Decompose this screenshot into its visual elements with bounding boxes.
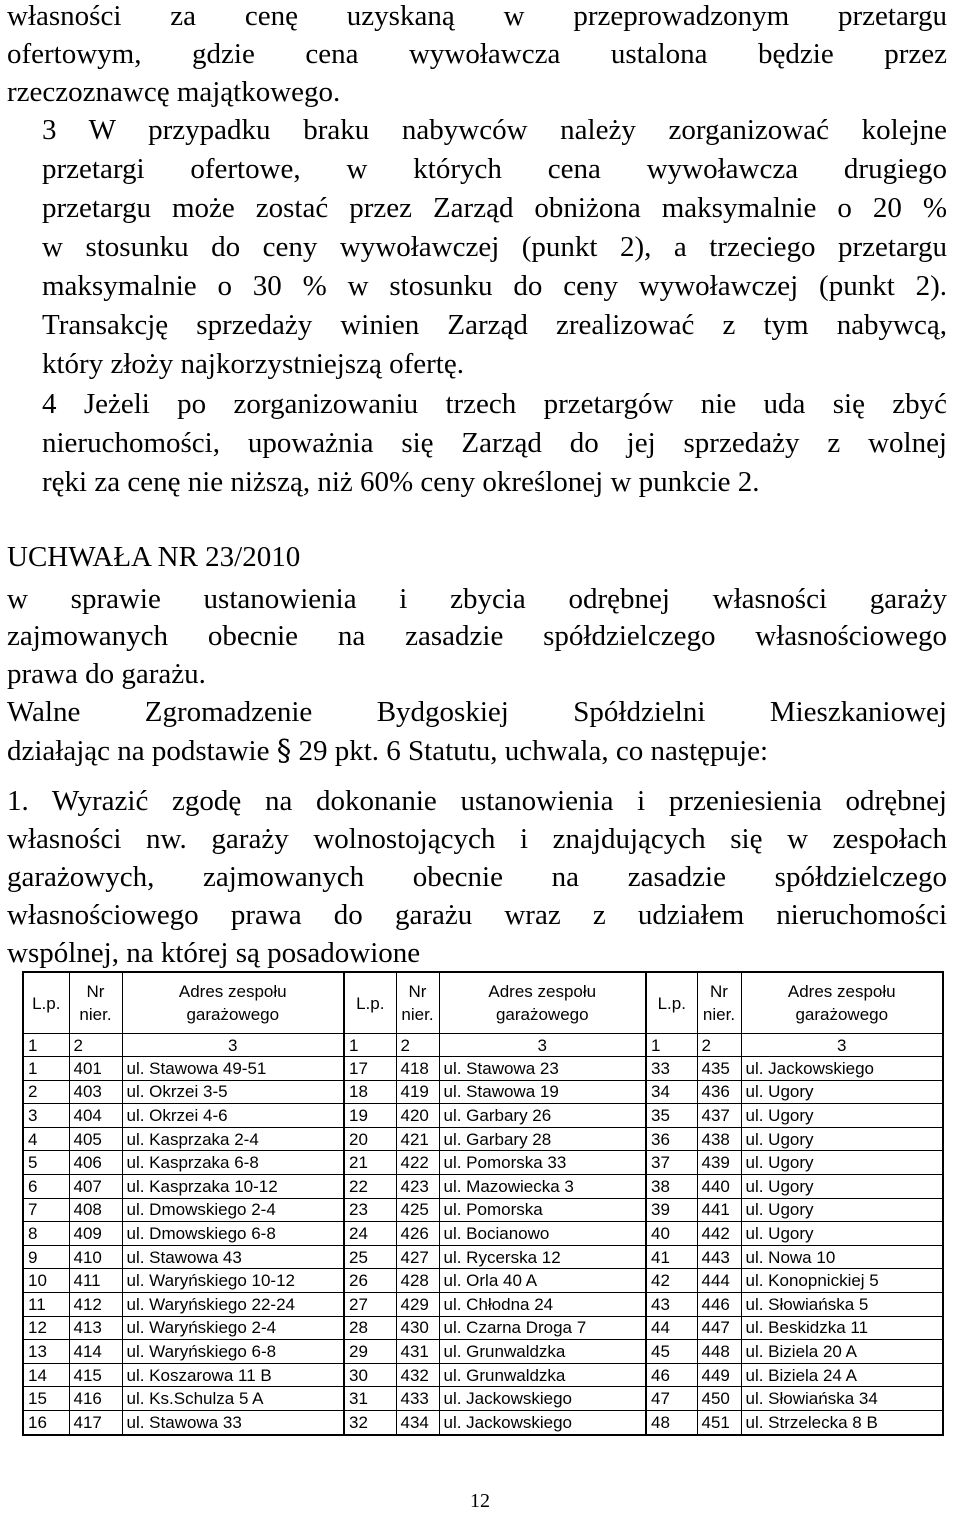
- table-cell: 22: [344, 1174, 396, 1198]
- header-lp: L.p.: [646, 972, 697, 1034]
- table-row: [23, 1174, 943, 1198]
- text-run: 29 pkt. 6 Statutu, uchwala, co następuje:: [298, 735, 769, 767]
- page-number: 12: [470, 1490, 490, 1512]
- table-cell: ul. Jackowskiego: [439, 1410, 646, 1434]
- table-cell: 47: [646, 1387, 697, 1411]
- text-line: przetargu może zostać przez Zarząd obniżona maksymalnie o 20 %: [42, 192, 947, 224]
- table-cell: 446: [697, 1292, 741, 1316]
- table-row: [23, 1363, 943, 1387]
- table-cell: 30: [344, 1363, 396, 1387]
- table-row: [23, 1316, 943, 1340]
- table-cell: 420: [396, 1104, 439, 1128]
- table-row: [23, 1245, 943, 1269]
- table-cell: 417: [69, 1410, 122, 1434]
- table-cell: 403: [69, 1080, 122, 1104]
- table-cell: 409: [69, 1222, 122, 1246]
- table-row: [23, 1057, 943, 1081]
- table-cell: 17: [344, 1057, 396, 1081]
- resolution-title: UCHWAŁA NR 23/2010: [7, 541, 301, 573]
- table-cell: ul. Mazowiecka 3: [439, 1174, 646, 1198]
- table-cell: 412: [69, 1292, 122, 1316]
- table-cell: 410: [69, 1245, 122, 1269]
- table-cell: ul. Ugory: [741, 1104, 943, 1128]
- table-header-row: [23, 972, 943, 1034]
- text-line: Walne Zgromadzenie Bydgoskiej Spółdzielni Mieszkaniowej: [7, 696, 947, 728]
- garage-table: [22, 971, 944, 1436]
- table-cell: 427: [396, 1245, 439, 1269]
- table-cell: ul. Grunwaldzka: [439, 1340, 646, 1364]
- header-address: Adres zespołu garażowego: [122, 972, 344, 1034]
- text-line: zajmowanych obecnie na zasadzie spółdzielczego własnościowego: [7, 620, 947, 652]
- table-cell: ul. Stawowa 23: [439, 1057, 646, 1081]
- table-cell: ul. Pomorska 33: [439, 1151, 646, 1175]
- table-cell: 24: [344, 1222, 396, 1246]
- table-cell: 45: [646, 1340, 697, 1364]
- table-cell: ul. Orla 40 A: [439, 1269, 646, 1293]
- table-row: [23, 1340, 943, 1364]
- table-cell: ul. Ugory: [741, 1151, 943, 1175]
- table-cell: ul. Waryńskiego 6-8: [122, 1340, 344, 1364]
- table-cell: 433: [396, 1387, 439, 1411]
- table-cell: 34: [646, 1080, 697, 1104]
- table-row: [23, 1222, 943, 1246]
- table-cell: 35: [646, 1104, 697, 1128]
- table-row: [23, 1410, 943, 1434]
- table-cell: 43: [646, 1292, 697, 1316]
- table-cell: 33: [646, 1057, 697, 1081]
- table-cell: ul. Rycerska 12: [439, 1245, 646, 1269]
- header-lp: L.p.: [344, 972, 396, 1034]
- table-cell: 432: [396, 1363, 439, 1387]
- table-cell: ul. Kasprzaka 2-4: [122, 1127, 344, 1151]
- table-cell: ul. Dmowskiego 2-4: [122, 1198, 344, 1222]
- table-cell: ul. Garbary 26: [439, 1104, 646, 1128]
- table-cell: ul. Ugory: [741, 1174, 943, 1198]
- table-cell: ul. Okrzei 4-6: [122, 1104, 344, 1128]
- table-cell: 447: [697, 1316, 741, 1340]
- table-cell: 449: [697, 1363, 741, 1387]
- table-row: [23, 1387, 943, 1411]
- text-line: przetargi ofertowe, w których cena wywoławcza drugiego: [42, 153, 947, 185]
- table-cell: ul. Jackowskiego: [439, 1387, 646, 1411]
- table-cell: 436: [697, 1080, 741, 1104]
- table-cell: 48: [646, 1410, 697, 1434]
- table-cell: 7: [23, 1198, 69, 1222]
- table-cell: 21: [344, 1151, 396, 1175]
- table-cell: 430: [396, 1316, 439, 1340]
- column-number: 2: [697, 1034, 741, 1057]
- table-cell: ul. Jackowskiego: [741, 1057, 943, 1081]
- table-cell: 406: [69, 1151, 122, 1175]
- table-cell: 413: [69, 1316, 122, 1340]
- table-cell: ul. Ugory: [741, 1222, 943, 1246]
- table-cell: 422: [396, 1151, 439, 1175]
- column-number-row: [23, 1034, 943, 1057]
- table-cell: ul. Strzelecka 8 B: [741, 1410, 943, 1434]
- text-line: własności za cenę uzyskaną w przeprowadzonym przetargu: [7, 0, 947, 32]
- text-line: własności nw. garaży wolnostojących i znajdujących się w zespołach: [7, 823, 947, 855]
- table-cell: 451: [697, 1410, 741, 1434]
- table-cell: 3: [23, 1104, 69, 1128]
- table-cell: ul. Okrzei 3-5: [122, 1080, 344, 1104]
- text-line: ofertowym, gdzie cena wywoławcza ustalona będzie przez: [7, 38, 947, 70]
- table-cell: 435: [697, 1057, 741, 1081]
- table-cell: 429: [396, 1292, 439, 1316]
- table-cell: 16: [23, 1410, 69, 1434]
- text-line: który złoży najkorzystniejszą ofertę.: [42, 348, 464, 380]
- table-cell: 415: [69, 1363, 122, 1387]
- table-row: [23, 1198, 943, 1222]
- table-cell: 418: [396, 1057, 439, 1081]
- column-number: 1: [23, 1034, 69, 1057]
- text-line: własnościowego prawa do garażu wraz z udziałem nieruchomości: [7, 899, 947, 931]
- table-cell: 428: [396, 1269, 439, 1293]
- table-cell: 40: [646, 1222, 697, 1246]
- table-row: [23, 1292, 943, 1316]
- text-line: ręki za cenę nie niższą, niż 60% ceny określonej w punkcie 2.: [42, 466, 760, 498]
- text-line: maksymalnie o 30 % w stosunku do ceny wywoławczej (punkt 2).: [42, 270, 947, 302]
- column-number: 1: [344, 1034, 396, 1057]
- table-cell: ul. Stawowa 49-51: [122, 1057, 344, 1081]
- table-cell: 1: [23, 1057, 69, 1081]
- text-line: wspólnej, na której są posadowione: [7, 937, 421, 969]
- table-cell: 19: [344, 1104, 396, 1128]
- table-cell: ul. Słowiańska 5: [741, 1292, 943, 1316]
- column-number: 1: [646, 1034, 697, 1057]
- table-cell: ul. Kasprzaka 10-12: [122, 1174, 344, 1198]
- table-cell: ul. Waryńskiego 10-12: [122, 1269, 344, 1293]
- table-cell: 425: [396, 1198, 439, 1222]
- table-cell: 401: [69, 1057, 122, 1081]
- table-cell: 13: [23, 1340, 69, 1364]
- table-cell: 9: [23, 1245, 69, 1269]
- table-cell: 46: [646, 1363, 697, 1387]
- table-cell: ul. Stawowa 33: [122, 1410, 344, 1434]
- text-line: nieruchomości, upoważnia się Zarząd do jej sprzedaży z wolnej: [42, 427, 947, 459]
- table-cell: 444: [697, 1269, 741, 1293]
- table-cell: ul. Grunwaldzka: [439, 1363, 646, 1387]
- table-cell: 443: [697, 1245, 741, 1269]
- table-row: [23, 1104, 943, 1128]
- table-cell: 14: [23, 1363, 69, 1387]
- table-cell: ul. Ks.Schulza 5 A: [122, 1387, 344, 1411]
- table-cell: 26: [344, 1269, 396, 1293]
- table-cell: 32: [344, 1410, 396, 1434]
- header-nr: Nr nier.: [69, 972, 122, 1034]
- table-cell: 25: [344, 1245, 396, 1269]
- column-number: 3: [122, 1034, 344, 1057]
- text-run: działając na podstawie: [7, 735, 270, 767]
- table-cell: ul. Konopnickiej 5: [741, 1269, 943, 1293]
- table-cell: 23: [344, 1198, 396, 1222]
- table-cell: 411: [69, 1269, 122, 1293]
- table-cell: ul. Pomorska: [439, 1198, 646, 1222]
- table-cell: 44: [646, 1316, 697, 1340]
- table-cell: 405: [69, 1127, 122, 1151]
- table-cell: 36: [646, 1127, 697, 1151]
- table-cell: 440: [697, 1174, 741, 1198]
- table-cell: 421: [396, 1127, 439, 1151]
- table-cell: 407: [69, 1174, 122, 1198]
- table-cell: ul. Biziela 24 A: [741, 1363, 943, 1387]
- table-cell: ul. Nowa 10: [741, 1245, 943, 1269]
- table-cell: 416: [69, 1387, 122, 1411]
- table-cell: ul. Koszarowa 11 B: [122, 1363, 344, 1387]
- table-cell: 2: [23, 1080, 69, 1104]
- text-line: w sprawie ustanowienia i zbycia odrębnej własności garaży: [7, 583, 947, 615]
- text-line: rzeczoznawcę majątkowego.: [7, 76, 341, 108]
- header-address: Adres zespołu garażowego: [439, 972, 646, 1034]
- table-cell: 10: [23, 1269, 69, 1293]
- table-cell: 39: [646, 1198, 697, 1222]
- table-cell: ul. Chłodna 24: [439, 1292, 646, 1316]
- table-cell: 27: [344, 1292, 396, 1316]
- table-cell: 439: [697, 1151, 741, 1175]
- table-cell: 8: [23, 1222, 69, 1246]
- table-cell: 404: [69, 1104, 122, 1128]
- table-cell: 18: [344, 1080, 396, 1104]
- table-cell: ul. Stawowa 19: [439, 1080, 646, 1104]
- table-cell: 438: [697, 1127, 741, 1151]
- table-cell: 20: [344, 1127, 396, 1151]
- table-cell: 12: [23, 1316, 69, 1340]
- table-cell: 6: [23, 1174, 69, 1198]
- text-line: Transakcję sprzedaży winien Zarząd zrealizować z tym nabywcą,: [42, 309, 947, 341]
- table-cell: 28: [344, 1316, 396, 1340]
- table-cell: 441: [697, 1198, 741, 1222]
- table-cell: 408: [69, 1198, 122, 1222]
- table-cell: 448: [697, 1340, 741, 1364]
- table-cell: ul. Ugory: [741, 1198, 943, 1222]
- table-cell: 423: [396, 1174, 439, 1198]
- table-cell: 419: [396, 1080, 439, 1104]
- column-number: 2: [69, 1034, 122, 1057]
- table-cell: 38: [646, 1174, 697, 1198]
- column-number: 2: [396, 1034, 439, 1057]
- table-cell: 434: [396, 1410, 439, 1434]
- table-cell: 41: [646, 1245, 697, 1269]
- table-cell: 4: [23, 1127, 69, 1151]
- table-cell: 42: [646, 1269, 697, 1293]
- table-cell: ul. Kasprzaka 6-8: [122, 1151, 344, 1175]
- text-line: [7, 731, 947, 770]
- table-cell: ul. Stawowa 43: [122, 1245, 344, 1269]
- text-line: 3 W przypadku braku nabywców należy zorganizować kolejne: [42, 114, 947, 146]
- table-row: [23, 1269, 943, 1293]
- table-cell: ul. Ugory: [741, 1080, 943, 1104]
- table-cell: 37: [646, 1151, 697, 1175]
- header-address: Adres zespołu garażowego: [741, 972, 943, 1034]
- table-cell: ul. Waryńskiego 22-24: [122, 1292, 344, 1316]
- table-cell: 5: [23, 1151, 69, 1175]
- table-cell: 437: [697, 1104, 741, 1128]
- section-sign: §: [276, 733, 292, 767]
- table-row: [23, 1080, 943, 1104]
- column-number: 3: [439, 1034, 646, 1057]
- text-line: garażowych, zajmowanych obecnie na zasadzie spółdzielczego: [7, 861, 947, 893]
- header-lp: L.p.: [23, 972, 69, 1034]
- table-cell: 15: [23, 1387, 69, 1411]
- table-cell: 31: [344, 1387, 396, 1411]
- text-line: 4 Jeżeli po zorganizowaniu trzech przetargów nie uda się zbyć: [42, 388, 947, 420]
- table-cell: 29: [344, 1340, 396, 1364]
- table-cell: ul. Dmowskiego 6-8: [122, 1222, 344, 1246]
- table-cell: ul. Czarna Droga 7: [439, 1316, 646, 1340]
- text-line: prawa do garażu.: [7, 658, 206, 690]
- table-row: [23, 1151, 943, 1175]
- table-cell: 11: [23, 1292, 69, 1316]
- table-cell: 426: [396, 1222, 439, 1246]
- header-nr: Nr nier.: [697, 972, 741, 1034]
- header-nr: Nr nier.: [396, 972, 439, 1034]
- column-number: 3: [741, 1034, 943, 1057]
- table-cell: 414: [69, 1340, 122, 1364]
- table-row: [23, 1127, 943, 1151]
- table-cell: ul. Garbary 28: [439, 1127, 646, 1151]
- table-cell: ul. Ugory: [741, 1127, 943, 1151]
- table-cell: 431: [396, 1340, 439, 1364]
- table-cell: ul. Waryńskiego 2-4: [122, 1316, 344, 1340]
- text-line: 1. Wyrazić zgodę na dokonanie ustanowienia i przeniesienia odrębnej: [7, 785, 947, 817]
- table-cell: ul. Bocianowo: [439, 1222, 646, 1246]
- text-line: w stosunku do ceny wywoławczej (punkt 2), a trzeciego przetargu: [42, 231, 947, 263]
- table-cell: 442: [697, 1222, 741, 1246]
- table-cell: ul. Beskidzka 11: [741, 1316, 943, 1340]
- table-cell: ul. Biziela 20 A: [741, 1340, 943, 1364]
- table-cell: ul. Słowiańska 34: [741, 1387, 943, 1411]
- table-cell: 450: [697, 1387, 741, 1411]
